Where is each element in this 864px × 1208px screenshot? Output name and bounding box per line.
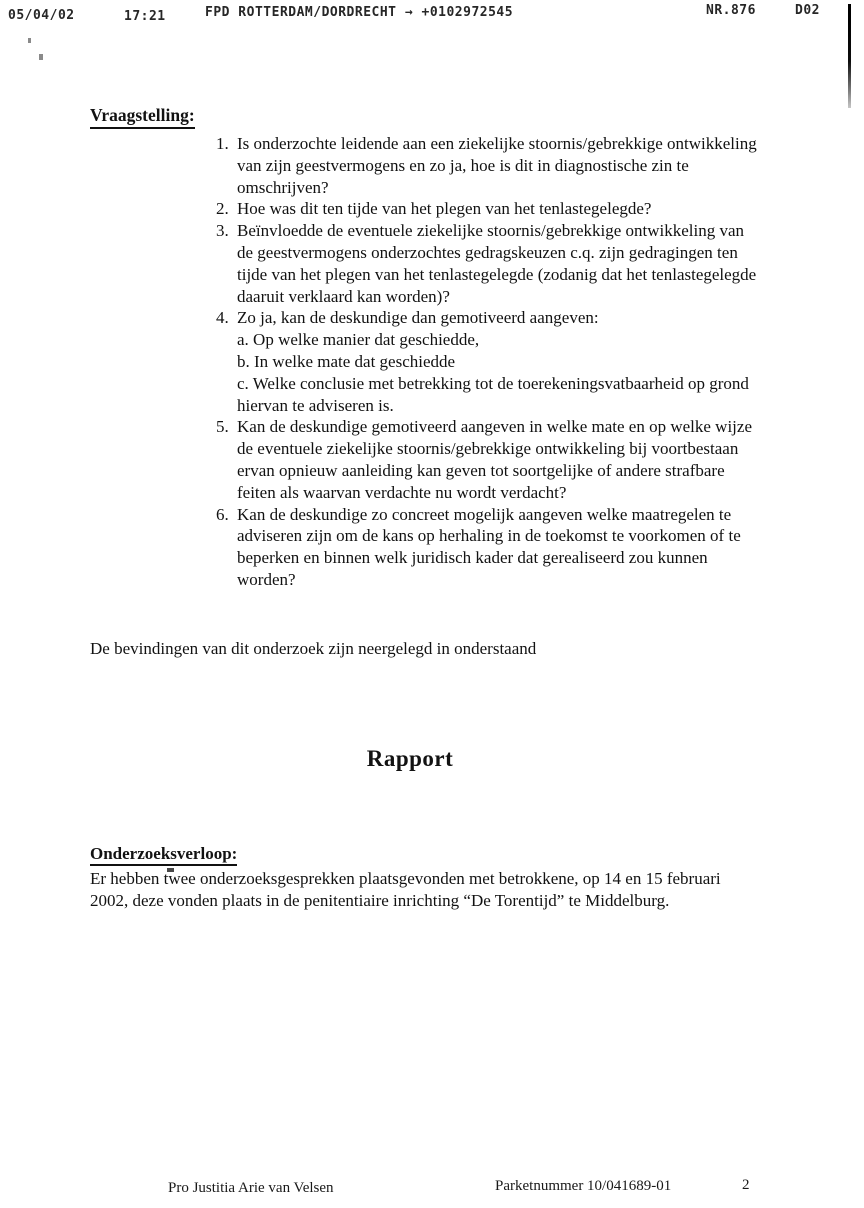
- question-item: [233, 416, 764, 503]
- question-subitem-c: c. Welke conclusie met betrekking tot de toerekeningsvatbaarheid op grond hiervan te adviseren is.: [237, 373, 749, 415]
- footer-author: Pro Justitia Arie van Velsen: [168, 1180, 334, 1196]
- question-item: [233, 198, 764, 220]
- question-item: [233, 133, 764, 198]
- findings-line: De bevindingen van dit onderzoek zijn neergelegd in onderstaand: [90, 638, 537, 658]
- question-subitem-a: a. Op welke manier dat geschiedde,: [237, 330, 480, 350]
- question-text: Kan de deskundige gemotiveerd aangeven in welke mate en op welke wijze de eventuele ziekelijke stoornis/gebrekkige ontwikkeling bij voortbestaan ervan opnieuw aanleiding kan geven tot soortgelijke of andere strafbare feiten als waarvan verdachte nu wordt verdacht?: [237, 417, 752, 502]
- question-subitem-b: b. In welke mate dat geschiedde: [237, 351, 456, 371]
- fax-page-code: D02: [795, 3, 820, 18]
- fax-date: 05/04/02: [8, 8, 75, 23]
- question-item: [233, 220, 764, 307]
- document-body: [90, 105, 780, 913]
- scan-edge-artifact: [848, 4, 851, 108]
- footer-case-number: Parketnummer 10/041689-01: [495, 1178, 672, 1194]
- fax-number: NR.876: [706, 3, 756, 18]
- question-item: [233, 504, 764, 591]
- section-heading: Onderzoeksverloop:: [90, 844, 237, 866]
- report-title: Rapport: [366, 745, 454, 771]
- fax-route: FPD ROTTERDAM/DORDRECHT → +0102972545: [205, 5, 514, 20]
- questions-list: [90, 133, 780, 591]
- question-text: Is onderzochte leidende aan een ziekelijke stoornis/gebrekkige ontwikkeling van zijn geestvermogens en zo ja, hoe is dit in diagnostische zin te omschrijven?: [237, 134, 757, 197]
- onderzoeksverloop-section: [90, 844, 780, 913]
- footer-page-number: 2: [742, 1177, 750, 1193]
- scan-speckle: [39, 54, 43, 60]
- question-text: Kan de deskundige zo concreet mogelijk aangeven welke maatregelen te adviseren zijn om de kans op herhaling in de toekomst te voorkomen of te beperken en binnen welk juridisch kader dat gerealiseerd zou kunnen worden?: [237, 504, 741, 589]
- fax-time: 17:21: [124, 9, 166, 24]
- question-text: Zo ja, kan de deskundige dan gemotiveerd aangeven:: [237, 308, 599, 328]
- question-item: [233, 307, 764, 416]
- question-text: Hoe was dit ten tijde van het plegen van het tenlastegelegde?: [237, 199, 652, 219]
- question-text: Beïnvloedde de eventuele ziekelijke stoornis/gebrekkige ontwikkeling van de geestvermogens onderzochtes gedragskeuzen c.q. zijn gedragingen ten tijde van het plegen van het tenlastegelegde (zodanig dat het tenlastegelegde daaruit verklaard kan worden)?: [237, 221, 757, 306]
- questions-heading: Vraagstelling:: [90, 105, 195, 129]
- section-paragraph: Er hebben twee onderzoeksgesprekken plaatsgevonden met betrokkene, op 14 en 15 februari 2002, deze vonden plaats in de penitentiaire inrichting “De Torentijd” te Middelburg.: [90, 868, 721, 911]
- scan-speckle: [28, 38, 31, 43]
